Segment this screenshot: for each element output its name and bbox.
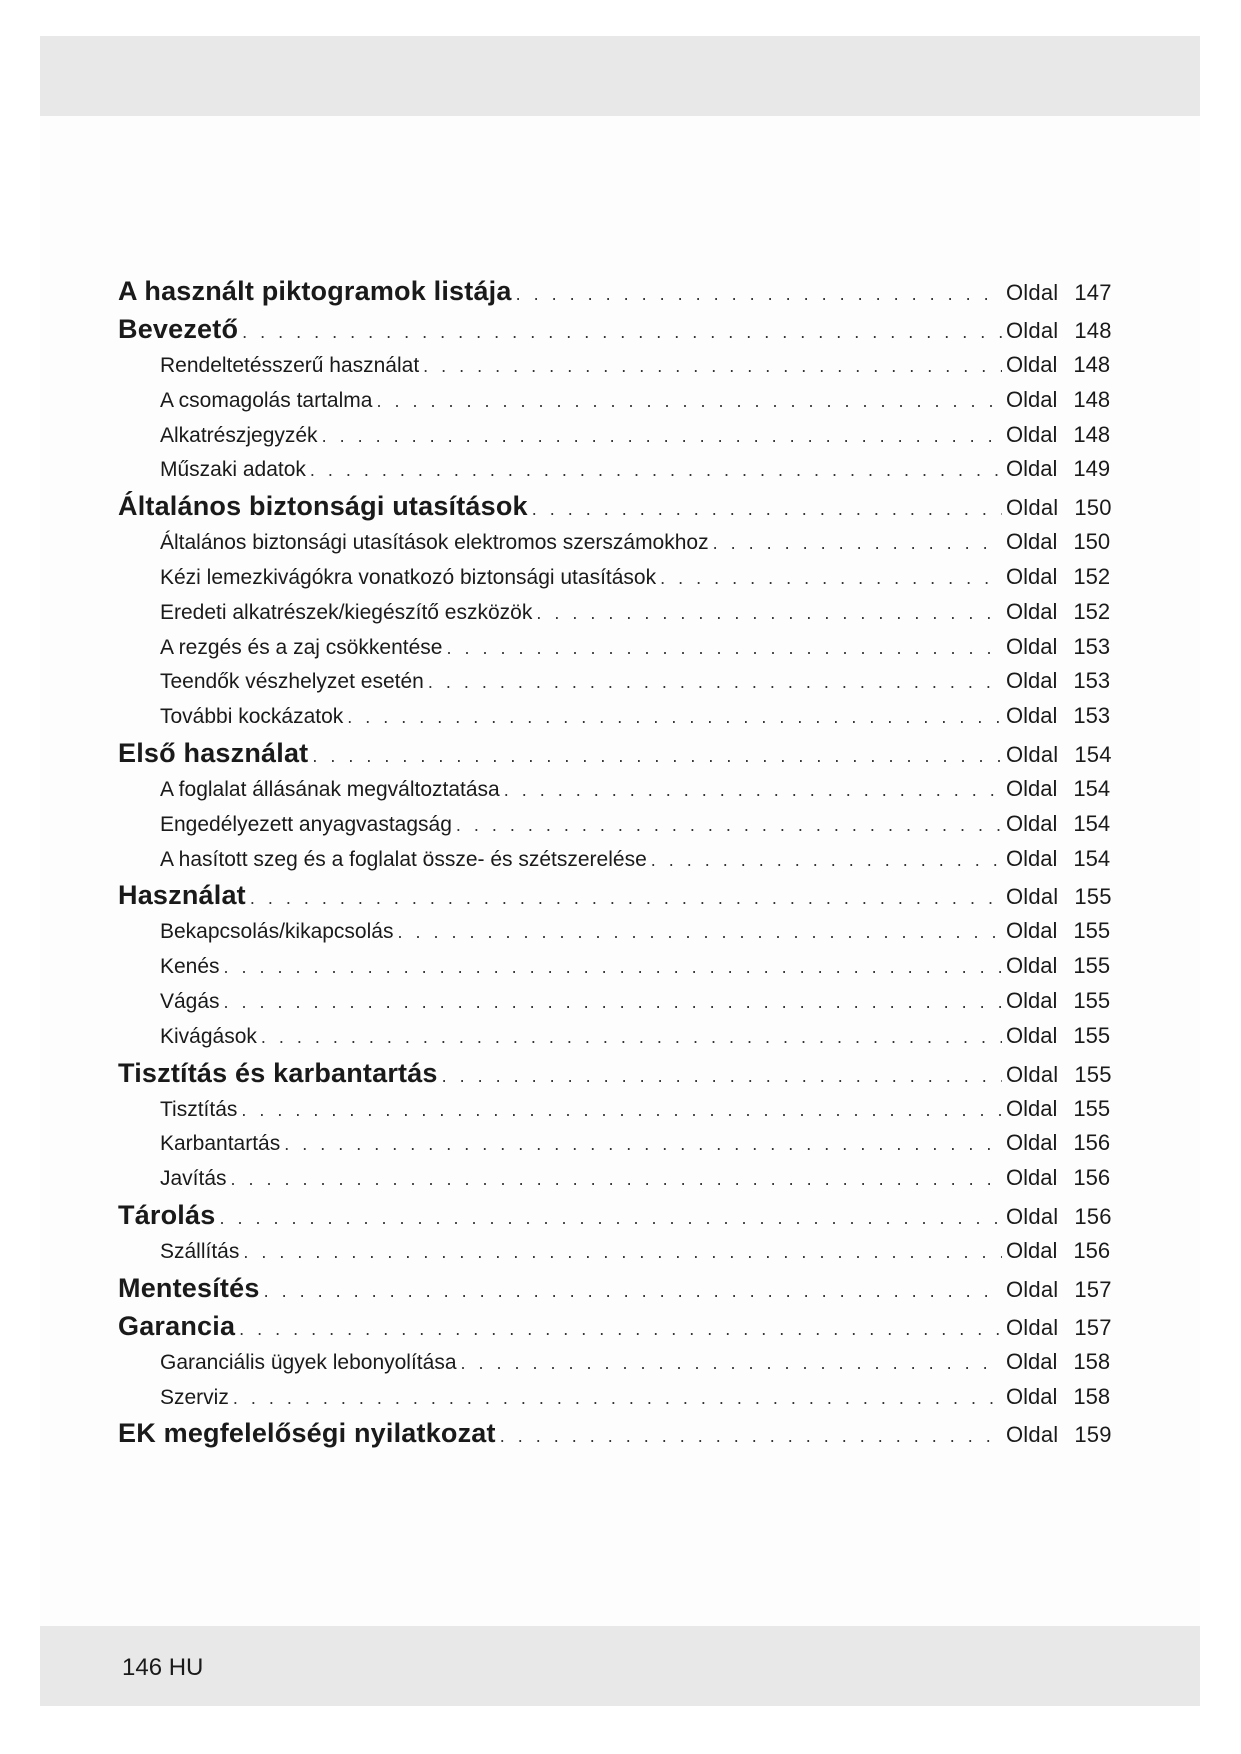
dot-leader [322,426,1002,447]
page-word: Oldal [1006,1095,1058,1121]
toc-page-reference [1006,668,1118,694]
toc-subsection-entry[interactable] [118,352,1118,387]
page-word: Oldal [1006,280,1059,305]
page-word: Oldal [1006,529,1058,555]
dot-leader [261,1027,1002,1048]
page-number: 154 [1074,741,1112,767]
toc-subsection-entry[interactable] [118,918,1118,953]
toc-section-entry[interactable] [118,276,1118,314]
toc-entry-title: Szállítás [160,1239,240,1263]
toc-page-reference [1006,1023,1118,1049]
toc-subsection-entry[interactable] [118,599,1118,634]
toc-subsection-entry[interactable] [118,1384,1118,1419]
toc-section-entry[interactable] [118,1273,1118,1311]
dot-leader [242,322,1002,343]
toc-entry-title: EK megfelelőségi nyilatkozat [118,1418,496,1449]
page-number: 148 [1073,386,1111,412]
page-word: Oldal [1006,1348,1058,1374]
toc-page-reference [1006,1130,1118,1156]
toc-page-reference [1006,953,1118,979]
toc-entry-title: Szerviz [160,1385,229,1409]
toc-section-entry[interactable] [118,314,1118,352]
toc-entry-title: Teendők vészhelyzet esetén [160,670,424,694]
toc-subsection-entry[interactable] [118,811,1118,846]
toc-entry-title: Bekapcsolás/kikapcsolás [160,920,394,944]
toc-section-entry[interactable] [118,1200,1118,1238]
dot-leader [423,356,1002,377]
toc-subsection-entry[interactable] [118,1023,1118,1058]
dot-leader [532,499,1002,520]
page-number: 152 [1073,563,1111,589]
toc-section-entry[interactable] [118,1311,1118,1349]
toc-section-entry[interactable] [118,1058,1118,1096]
toc-page-reference [1006,1238,1118,1264]
dot-leader [651,850,1002,871]
page-number: 147 [1074,280,1112,305]
toc-subsection-entry[interactable] [118,564,1118,599]
page-word: Oldal [1006,703,1058,729]
page-word: Oldal [1006,987,1058,1013]
toc-page-reference [1006,884,1118,910]
toc-entry-title: Karbantartás [160,1132,281,1156]
toc-subsection-entry[interactable] [118,1130,1118,1165]
toc-entry-title: Tárolás [118,1199,216,1230]
page-word: Oldal [1006,741,1059,767]
page-number: 155 [1073,987,1111,1013]
dot-leader [516,284,1002,305]
page-word: Oldal [1006,318,1059,343]
page-number: 155 [1073,1022,1111,1048]
dot-leader [504,780,1002,801]
toc-entry-title: A rezgés és a zaj csökkentése [160,635,443,659]
dot-leader [284,1134,1002,1155]
dot-leader [347,707,1002,728]
dot-leader [461,1353,1002,1374]
toc-subsection-entry[interactable] [118,1165,1118,1200]
toc-page-reference [1006,1349,1118,1375]
dot-leader [456,815,1002,836]
toc-entry-title: Javítás [160,1167,227,1191]
page-word: Oldal [1006,421,1058,447]
toc-entry-title: Használat [118,880,246,911]
page-number: 153 [1073,703,1111,729]
toc-page-reference [1006,846,1118,872]
toc-page-reference [1006,634,1118,660]
toc-section-entry[interactable] [118,880,1118,918]
toc-subsection-entry[interactable] [118,387,1118,422]
footer-band [40,1626,1200,1706]
page-word: Oldal [1006,1276,1059,1302]
toc-entry-title: Alkatrészjegyzék [160,423,318,447]
dot-leader [500,1426,1002,1447]
toc-page-reference [1006,703,1118,729]
toc-page-reference [1006,1315,1118,1341]
page-word: Oldal [1006,810,1058,836]
page-word: Oldal [1006,1203,1059,1229]
page-word: Oldal [1006,668,1058,694]
toc-entry-title: További kockázatok [160,705,344,729]
dot-leader [224,957,1002,978]
page-number: 156 [1073,1130,1111,1156]
page-number: 158 [1073,1348,1111,1374]
table-of-contents [118,276,1118,1456]
page-word: Oldal [1006,563,1058,589]
page-word: Oldal [1006,633,1058,659]
toc-page-reference [1006,1165,1118,1191]
toc-section-entry[interactable] [118,1418,1118,1456]
dot-leader [442,1066,1002,1087]
page-word: Oldal [1006,918,1058,944]
toc-entry-title: A hasított szeg és a foglalat össze- és szétszerelése [160,847,647,871]
toc-page-reference [1006,387,1118,413]
toc-entry-title: Mentesítés [118,1272,260,1303]
toc-subsection-entry[interactable] [118,456,1118,491]
toc-entry-title: Általános biztonsági utasítások elektromos szerszámokhoz [160,531,709,555]
page-word: Oldal [1006,386,1058,412]
toc-subsection-entry[interactable] [118,988,1118,1023]
dot-leader [428,672,1002,693]
toc-entry-title: Kenés [160,955,220,979]
page-word: Oldal [1006,1061,1059,1087]
toc-section-entry[interactable] [118,738,1118,776]
page-number: 149 [1073,456,1111,482]
header-band [40,36,1200,116]
toc-page-reference [1006,811,1118,837]
toc-subsection-entry[interactable] [118,1349,1118,1384]
page-number: 155 [1073,953,1111,979]
page-word: Oldal [1006,456,1058,482]
page-word: Oldal [1006,598,1058,624]
page-number: 153 [1073,633,1111,659]
toc-entry-title: A használt piktogramok listája [118,276,512,306]
dot-leader [312,746,1002,767]
toc-page-reference [1006,318,1118,344]
page-word: Oldal [1006,1422,1059,1448]
page-word: Oldal [1006,1237,1058,1263]
toc-page-reference [1006,1422,1118,1448]
toc-entry-title: Tisztítás [160,1097,238,1121]
toc-entry-title: Kivágások [160,1024,257,1048]
toc-page-reference [1006,529,1118,555]
toc-subsection-entry[interactable] [118,422,1118,457]
dot-leader [447,638,1003,659]
page-word: Oldal [1006,1383,1058,1409]
dot-leader [239,1319,1002,1340]
page-number: 157 [1074,1276,1112,1302]
toc-page-reference [1006,1204,1118,1230]
toc-entry-title: Tisztítás és karbantartás [118,1057,438,1088]
toc-page-reference [1006,918,1118,944]
dot-leader [231,1169,1002,1190]
toc-page-reference [1006,564,1118,590]
page-number: 153 [1073,668,1111,694]
dot-leader [219,1208,1002,1229]
toc-entry-title: Eredeti alkatrészek/kiegészítő eszközök [160,600,533,624]
toc-entry-title: Garanciális ügyek lebonyolítása [160,1350,457,1374]
toc-entry-title: A foglalat állásának megváltoztatása [160,777,500,801]
page-number: 150 [1073,529,1111,555]
toc-entry-title: Bevezető [118,314,239,344]
toc-subsection-entry[interactable] [118,529,1118,564]
dot-leader [397,922,1002,943]
dot-leader [713,533,1002,554]
page-number: 155 [1074,884,1112,910]
toc-entry-title: Általános biztonsági utasítások [118,491,528,522]
page-number: 158 [1073,1383,1111,1409]
toc-page-reference [1006,1384,1118,1410]
dot-leader [376,391,1002,412]
page-number: 154 [1073,775,1111,801]
page-word: Oldal [1006,352,1058,377]
page-number: 157 [1074,1314,1112,1340]
dot-leader [233,1388,1002,1409]
page-word: Oldal [1006,495,1059,521]
toc-page-reference [1006,742,1118,768]
toc-page-reference [1006,495,1118,521]
dot-leader [243,1242,1002,1263]
page-number: 150 [1074,495,1112,521]
page-number: 156 [1073,1237,1111,1263]
toc-page-reference [1006,1096,1118,1122]
page-word: Oldal [1006,845,1058,871]
toc-page-reference [1006,352,1118,378]
dot-leader [250,888,1002,909]
toc-section-entry[interactable] [118,491,1118,529]
toc-subsection-entry[interactable] [118,776,1118,811]
page-number: 156 [1074,1203,1112,1229]
toc-entry-title: Műszaki adatok [160,458,306,482]
toc-subsection-entry[interactable] [118,634,1118,669]
page-number: 154 [1073,845,1111,871]
toc-subsection-entry[interactable] [118,953,1118,988]
dot-leader [536,603,1002,624]
page-number: 155 [1073,1095,1111,1121]
page-number: 155 [1073,918,1111,944]
page-word: Oldal [1006,1165,1058,1191]
toc-subsection-entry[interactable] [118,846,1118,881]
toc-entry-title: Rendeltetésszerű használat [160,354,420,377]
page-number: 148 [1073,352,1111,377]
toc-subsection-entry[interactable] [118,1096,1118,1131]
page-number: 155 [1074,1061,1112,1087]
toc-subsection-entry[interactable] [118,703,1118,738]
page-number: 156 [1073,1165,1111,1191]
page-word: Oldal [1006,953,1058,979]
page-word: Oldal [1006,1314,1059,1340]
toc-page-reference [1006,1062,1118,1088]
page-word: Oldal [1006,884,1059,910]
dot-leader [224,992,1002,1013]
page-word: Oldal [1006,1130,1058,1156]
dot-leader [310,460,1002,481]
toc-page-reference [1006,988,1118,1014]
toc-entry-title: Vágás [160,989,220,1013]
dot-leader [660,568,1002,589]
page-number: 148 [1073,421,1111,447]
page-word: Oldal [1006,1022,1058,1048]
toc-entry-title: Garancia [118,1310,236,1341]
toc-entry-title: Engedélyezett anyagvastagság [160,812,452,836]
page-number: 159 [1074,1422,1112,1448]
toc-entry-title: Első használat [118,737,309,768]
toc-subsection-entry[interactable] [118,668,1118,703]
toc-entry-title: Kézi lemezkivágókra vonatkozó biztonsági utasítások [160,565,657,589]
toc-page-reference [1006,280,1118,306]
page-word: Oldal [1006,775,1058,801]
toc-page-reference [1006,776,1118,802]
toc-subsection-entry[interactable] [118,1238,1118,1273]
toc-page-reference [1006,456,1118,482]
page-number: 152 [1073,598,1111,624]
toc-page-reference [1006,1277,1118,1303]
page-number: 154 [1073,810,1111,836]
toc-entry-title: A csomagolás tartalma [160,388,373,412]
dot-leader [241,1100,1002,1121]
toc-page-reference [1006,422,1118,448]
page-number-footer: 146 HU [122,1654,204,1681]
dot-leader [264,1281,1002,1302]
toc-page-reference [1006,599,1118,625]
page-number: 148 [1074,318,1112,343]
